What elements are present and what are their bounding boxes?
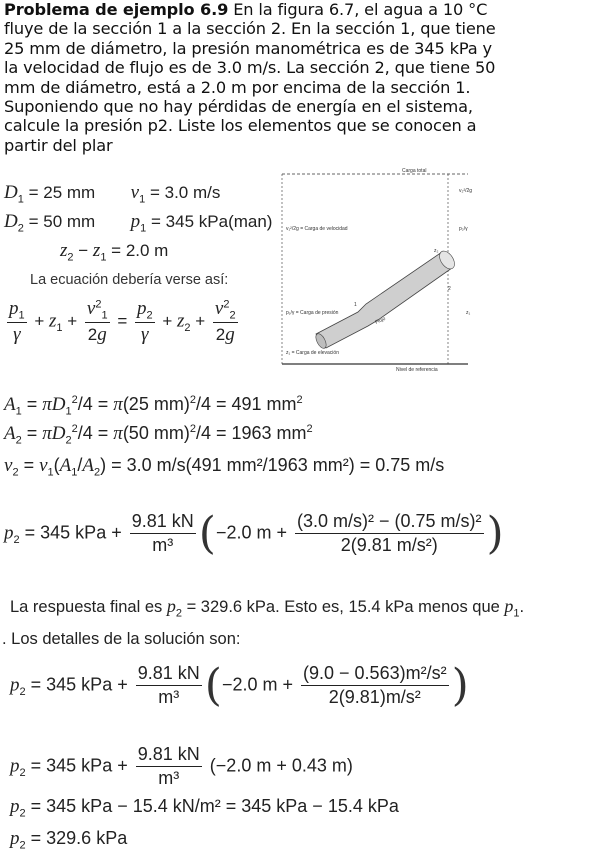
p1-symbol: $p_1$ <box>130 211 147 235</box>
given-d1-v1 <box>4 182 220 205</box>
detail1-unit-weight <box>136 663 202 708</box>
velocity-term <box>295 511 484 556</box>
p1-over-gamma: $\frac{p_1}{\gamma}$ <box>9 298 25 346</box>
answer-value: = 329.6 kPa. Esto es, 15.4 kPa menos que <box>186 598 500 616</box>
detail-equation-4: $p_2 = 329.6$ kPa <box>10 828 128 852</box>
v1-symbol: $v_1$ <box>130 182 146 206</box>
detail-equation-2: $p_2 = 345$ kPa + $\frac{9.81 kN}{\text{m³}}$ (−2.0 m + 0.43 m) <box>10 744 353 788</box>
given-elevation <box>60 240 168 263</box>
p2-head-label: p₂/γ <box>459 226 468 232</box>
detail4-value: = 329.6 kPa <box>30 828 128 848</box>
z-difference-value: = 2.0 m <box>111 241 169 260</box>
detail2-lhs: = 345 kPa + <box>30 755 128 776</box>
detail-equation-3: $p_2 = 345$ kPa − 15.4 kN/m² = 345 kPa − 15.4 kPa <box>10 796 399 820</box>
p2-main-equation: $p_2 = 345$ kPa + $\frac{9.81 kN}{\text{m³}}$ (−2.0 m + $\frac{\text{(3.0 m/s)² − (0.75 m/s)²}}{\text{2(9.81 m/s²)}}$ ) <box>4 508 504 559</box>
p2-over-gamma: $\frac{p_2}{\gamma}$ <box>136 298 153 346</box>
detail3-value: = 345 kPa − 15.4 kN/m² = 345 kPa − 15.4 kPa <box>30 796 399 816</box>
detail2-unit-num: 9.81 kN <box>136 744 202 767</box>
detail1-open-paren: ( <box>204 660 222 711</box>
unit-weight-num: 9.81 kN <box>130 511 196 534</box>
area1-value: = 491 mm <box>215 394 297 414</box>
open-paren: ( <box>198 508 216 559</box>
given-d2-p1 <box>4 211 272 234</box>
z1-side-label: z₁ <box>466 310 471 316</box>
v1-head: $\frac{v^2_1}{2g}$ <box>86 298 108 346</box>
v2-value: = 3.0 m/s(491 mm²/1963 mm²) = 0.75 m/s <box>111 455 445 475</box>
detail1-minus-two: −2.0 m + <box>221 674 293 695</box>
d2-value: = 50 mm <box>28 212 96 231</box>
total-head-label: Carga total <box>402 168 427 174</box>
velocity-term-num: (3.0 m/s)² − (0.75 m/s)² <box>295 511 484 534</box>
area2-equation: $A_2 = \pi D_2^2/4 = \pi(50$ mm)$^2$/4 = 1963 $mm^2$ <box>4 423 313 447</box>
velocity-head-label: v₁²/2g = Carga de velocidad <box>286 226 348 232</box>
problem-text: En la figura 6.7, el agua a 10 °C fluye de la sección 1 a la sección 2. En la sección 1, que tiene 25 mm de diámetro, la presión manométrica es de 345 kPa y la velocidad de flujo es de 3.0 m/s. La sección 2, que tiene 50 mm de diámetro, está a 2.0 m por encima de la sección 1. Suponiendo que no hay pérdidas de energía en el sistema, calcule la presión p2. Liste los elementos que se conocen a partir del plar <box>4 0 496 155</box>
problem-heading: Problema de ejemplo 6.9 <box>4 0 229 19</box>
bernoulli-equation: $\frac{p_1}{\gamma}$ + $z_1$ + $\frac{v^2_1}{2g}$ = $\frac{p_2}{\gamma}$ + $z_2$ + $\frac{v^2_2}{2g}$ <box>9 298 236 346</box>
v2-head: $\frac{v^2_2}{2g}$ <box>214 298 236 346</box>
unit-weight-den: m³ <box>152 535 174 555</box>
flow-label: Flujo <box>374 315 387 326</box>
area1-equation: $A_1 = \pi D_1^2/4 = \pi(25$ mm)$^2$/4 = 491 $mm^2$ <box>4 394 303 418</box>
elevation-head-label: z₁ = Carga de elevación <box>286 350 339 356</box>
detail1-unit-num: 9.81 kN <box>136 663 202 686</box>
minus-two: −2.0 m + <box>215 522 287 543</box>
section2-label: 2 <box>448 286 451 292</box>
close-paren: ) <box>486 508 504 559</box>
problem-statement <box>4 0 504 155</box>
details-line: . Los detalles de la solución son: <box>2 630 241 648</box>
answer-prefix: La respuesta final es <box>10 598 163 616</box>
d1-value: = 25 mm <box>28 183 96 202</box>
d2-symbol: $D_2$ <box>4 211 24 235</box>
detail-equation-1: $p_2 = 345$ kPa + $\frac{9.81 kN}{\text{m³}}$ (−2.0 m + $\frac{\text{(9.0 − 0.563)m²/s²}}{\text{2(9.81)m/s²}}$ ) <box>10 660 469 711</box>
d1-symbol: $D_1$ <box>4 182 24 206</box>
area2-value: = 1963 mm <box>215 423 307 443</box>
detail1-unit-den: m³ <box>158 687 180 707</box>
v2-equation: $v_2 = v_1(A_1/A_2) = 3.0$ m/s(491 mm²/1963 mm²) = 0.75 m/s <box>4 455 445 479</box>
section1-label: 1 <box>354 302 357 308</box>
detail1-vel-num: (9.0 − 0.563)m²/s² <box>301 663 449 686</box>
detail1-close-paren: ) <box>451 660 469 711</box>
detail1-lhs: = 345 kPa + <box>30 674 128 695</box>
detail2-unit-weight <box>136 744 202 789</box>
v1-value: = 3.0 m/s <box>149 183 221 202</box>
z-difference-symbol: $z_2 - z_1$ <box>60 240 107 264</box>
detail1-velocity-term <box>301 663 449 708</box>
velocity-term-den: 2(9.81 m/s²) <box>340 535 438 555</box>
bernoulli-note: La ecuación debería verse así: <box>30 272 229 288</box>
z2-label: z₂ <box>434 248 439 254</box>
v2-head-label: v₂²/2g <box>459 188 473 194</box>
p1-value: = 345 kPa(man) <box>151 212 273 231</box>
unit-weight <box>130 511 196 556</box>
final-answer-line: La respuesta final es $p_2 = 329.6$ kPa. Esto es, 15.4 kPa menos que $p_1$. <box>10 596 525 620</box>
detail1-vel-den: 2(9.81)m/s² <box>328 687 421 707</box>
figure-6-7 <box>276 164 476 374</box>
detail2-tail: (−2.0 m + 0.43 m) <box>209 755 353 776</box>
datum-label: Nivel de referencia <box>396 367 438 373</box>
p2-lhs: = 345 kPa + <box>24 522 122 543</box>
detail2-unit-den: m³ <box>158 768 180 788</box>
pressure-head-label: p₁/γ = Carga de presión <box>286 310 339 316</box>
pipe <box>314 248 458 350</box>
